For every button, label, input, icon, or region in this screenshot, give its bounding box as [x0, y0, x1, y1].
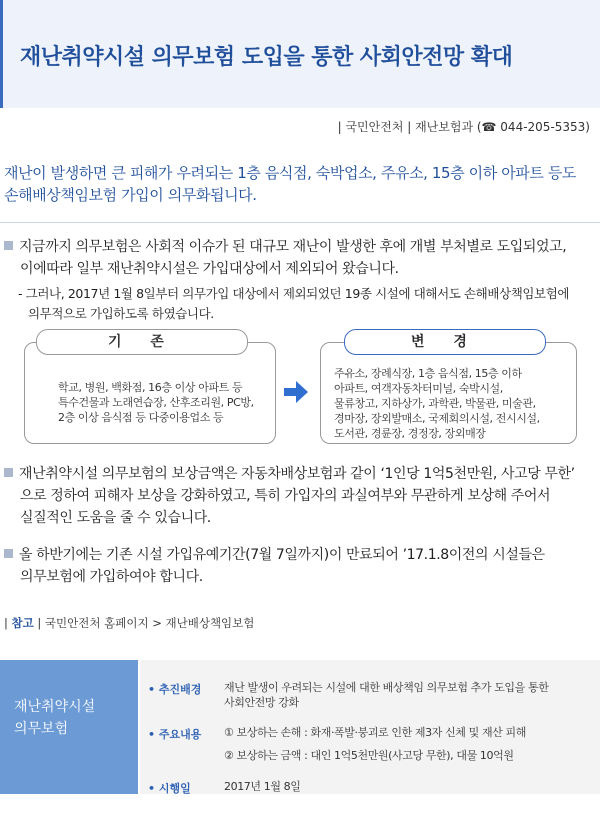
sub-note — [18, 284, 569, 324]
divider — [0, 222, 600, 223]
contact-info: | 국민안전처 | 재난보험과 (☎ 044-205-5353) — [337, 120, 590, 134]
page-title: 재난취약시설 의무보험 도입을 통한 사회안전망 확대 — [20, 45, 513, 70]
bullet-text: 지금까지 의무보험은 사회적 이슈가 된 대규모 재난이 발생한 후에 개별 부처별로 도입되었고, — [19, 239, 567, 255]
square-bullet-icon — [4, 468, 13, 477]
summary-value-line: ② 보상하는 금액 : 대인 1억5천만원(사고당 무한), 대물 10억원 — [224, 749, 514, 762]
bullet-item — [4, 236, 566, 280]
summary-key: • 주요내용 — [148, 728, 202, 741]
lead-summary — [4, 162, 594, 206]
before-line: 특수건물과 노래연습장, 산후조리원, PC방, — [58, 396, 254, 409]
sub-note-line-1: - 그러나, 2017년 1월 8일부터 의무가입 대상에서 제외되었던 19종 시설에 대해서도 손해배상책임보험에 — [18, 286, 570, 301]
before-label: 기 존 — [36, 329, 248, 355]
before-line: 2층 이상 음식점 등 다중이용업소 등 — [58, 411, 224, 424]
bullet-text: 실질적인 도움을 줄 수 있습니다. — [20, 510, 211, 526]
summary-value-line: ① 보상하는 손해 : 화재·폭발·붕괴로 인한 제3자 신체 및 재산 피해 — [224, 726, 526, 739]
header-accent-bar — [0, 0, 3, 108]
bullet-text: 이에따라 일부 재난취약시설은 가입대상에서 제외되어 왔습니다. — [20, 261, 399, 277]
summary-value-line: 2017년 1월 8일 — [224, 780, 301, 793]
bullet-text: 올 하반기에는 기존 시설 가입유예기간(7월 7일까지)이 만료되어 ’17.1.8이전의 시설들은 — [19, 547, 545, 563]
after-line: 물류창고, 지하상가, 과학관, 박물관, 미술관, — [334, 397, 536, 410]
square-bullet-icon — [4, 549, 13, 558]
summary-title-line-1: 재난취약시설 — [14, 699, 96, 715]
reference-tag: 참고 — [11, 616, 34, 630]
summary-value — [224, 725, 526, 763]
reference-link[interactable]: | 국민안전처 홈페이지 > 재난배상책임보험 — [33, 616, 255, 630]
lead-line-1: 재난이 발생하면 큰 피해가 우려되는 1층 음식점, 숙박업소, 주유소, 15층 이하 아파트 등도 — [4, 164, 577, 182]
after-line: 도서관, 경륜장, 경정장, 장외매장 — [334, 427, 486, 440]
before-list — [58, 380, 254, 425]
summary-title-box — [0, 660, 138, 794]
summary-value-line: 재난 발생이 우려되는 시설에 대한 배상책임 의무보험 추가 도입을 통한 — [224, 681, 549, 694]
after-line: 경마장, 장외발매소, 국제회의시설, 전시시설, — [334, 412, 540, 425]
before-line: 학교, 병원, 백화점, 16층 이상 아파트 등 — [58, 381, 243, 394]
summary-key: • 추진배경 — [148, 683, 202, 696]
lead-line-2: 손해배상책임보험 가입이 의무화됩니다. — [4, 186, 257, 204]
after-label: 변 경 — [344, 329, 546, 355]
summary-title-line-2: 의무보험 — [14, 721, 69, 737]
summary-value — [224, 680, 548, 710]
reference-prefix: | — [4, 616, 12, 630]
bullet-text: 재난취약시설 의무보험의 보상금액은 자동차배상보험과 같이 ‘1인당 1억5천만원, 사고당 무한’ — [19, 466, 575, 482]
bullet-item — [4, 544, 545, 588]
right-arrow-icon — [284, 381, 308, 403]
summary-value-line: 사회안전망 강화 — [224, 696, 299, 709]
reference-note — [4, 615, 254, 631]
square-bullet-icon — [4, 241, 13, 250]
bullet-item — [4, 463, 575, 529]
summary-title — [14, 696, 95, 740]
bullet-text: 으로 정하여 피해자 보상을 강화하였고, 특히 가입자의 과실여부와 무관하게 보상해 주어서 — [20, 488, 551, 504]
sub-note-line-2: 의무적으로 가입하도록 하였습니다. — [28, 306, 214, 321]
bullet-text: 의무보험에 가입하여야 합니다. — [20, 569, 203, 585]
summary-value — [224, 779, 300, 794]
after-line: 주유소, 장례식장, 1층 음식점, 15층 이하 — [334, 367, 522, 380]
header-banner — [0, 0, 600, 108]
after-list — [334, 366, 540, 441]
after-line: 아파트, 여객자동차터미널, 숙박시설, — [334, 382, 503, 395]
summary-key: • 시행일 — [148, 782, 191, 795]
